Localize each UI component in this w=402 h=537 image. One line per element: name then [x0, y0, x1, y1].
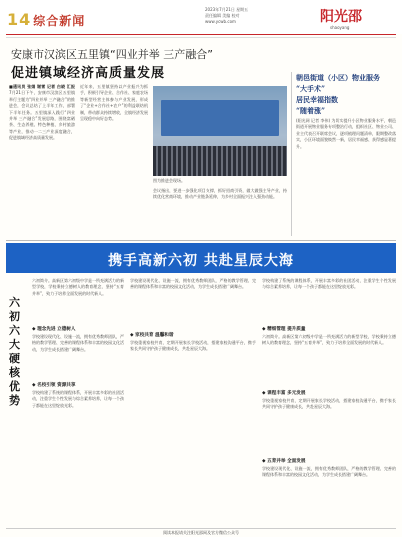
- article-column-2: 近年来，五里镇坚持以产业振兴为抓手，积极引导企业、合作社、家庭农场等新型经营主体参与产业发展，形成了“企业+合作社+农户”的利益联结机制，带动群众持续增收，全镇经济发展呈现稳中向好态势。: [80, 84, 148, 122]
- school-article-intro: 六初简介。高新区第六初级中学是一所充满活力的新型学校，学校秉持立德树人的教育理念，坚持“五育并举”，致力于培养全面发展的时代新人。: [32, 278, 124, 296]
- side-article-text: (阳光网 记者 李伟) 为切实提升小区物业服务水平，朝邑街道开展物业服务专项整治行动，组织社区、物业公司、业主代表召开联席会议，逐项梳理问题清单，限期整改落实，小区环境面貌焕然一新，居民幸福感、获得感显著提升。: [296, 118, 396, 149]
- editor-line: 责任编辑 美编 校对: [205, 13, 240, 18]
- subheading-1: ◆ 理念先进 立德树人: [32, 327, 76, 332]
- school-article-col-3d: 学校建设现代化、设施一流，拥有优秀教师团队，严格的教学管理、完善的课程体系和丰富的校园文化活动，为学生成长搭建广阔舞台。: [262, 466, 396, 478]
- issue-date: 2023年7月21日 星期五: [205, 7, 249, 12]
- article-column-3: 会议指出，要进一步强化项目支撑，抓好招商引资，做大做强主导产业，持续优化营商环境，推动产业链条延伸，为乡村全面振兴注入强劲动能。: [153, 188, 287, 200]
- article-subtitle: 安康市汉滨区五里镇“四业并举 三产融合”: [11, 48, 213, 61]
- school-article-col-2b: 学校重视家校共育，定期开展家长学校活动，搭建家校沟通平台，携手家长共同守护孩子健康成长，共赴星辰大海。: [130, 340, 256, 352]
- column-divider: [291, 72, 292, 236]
- header-divider-thin: [6, 37, 396, 38]
- section-name: 综合新闻: [33, 14, 86, 28]
- side-headline: [296, 72, 398, 116]
- page-footer: 阅读本报请关注阳光邵网及官方微信公众号: [6, 528, 396, 536]
- school-article-col-3b: 六初简介。高新区第六初级中学是一所充满活力的新型学校，学校秉持立德树人的教育理念，坚持“五育并举”，致力于培养全面发展的时代新人。: [262, 334, 396, 346]
- subheading-3: ◆ 精细管理 提升质量: [262, 327, 306, 332]
- issue-meta: [205, 7, 248, 25]
- newspaper-logo-sub: shaoyang: [330, 25, 350, 30]
- side-headline-line-1: 朝邑街道（小区）物业服务: [296, 73, 380, 82]
- school-article-col-1b: 学校构建了系统的课程体系，开展丰富多彩的社团活动，注重学生个性发展与综合素养培养，让每一个孩子都能在这里绽放光彩。: [32, 390, 124, 408]
- article-headline: 促进镇域经济高质量发展: [11, 66, 166, 81]
- newspaper-logo: 阳光邵: [320, 9, 362, 25]
- page-header-bar: [0, 0, 402, 34]
- side-headline-line-3: 居民幸福指数: [296, 95, 338, 104]
- school-article-col-3: 学校构建了系统的课程体系，开展丰富多彩的社团活动，注重学生个性发展与综合素养培养，让每一个孩子都能在这里绽放光彩。: [262, 278, 396, 290]
- side-headline-line-2: “大手术”: [296, 84, 326, 93]
- school-article-col-1: 学校建设现代化、设施一流，拥有优秀教师团队，严格的教学管理、完善的课程体系和丰富的校园文化活动，为学生成长搭建广阔舞台。: [32, 334, 124, 352]
- promo-banner: [6, 243, 396, 273]
- page-number: 14 综合新闻: [7, 10, 86, 29]
- vertical-title: 六初六大硬核优势: [9, 296, 20, 407]
- subheading-6: ◆ 五育并举 全面发展: [262, 459, 306, 464]
- school-article-col-2: 学校建设现代化、设施一流，拥有优秀教师团队，严格的教学管理、完善的课程体系和丰富的校园文化活动，为学生成长搭建广阔舞台。: [130, 278, 256, 290]
- section-divider: [6, 240, 396, 241]
- article-column-1: [9, 84, 75, 234]
- subheading-5: ◆ 家校共育 温馨和谐: [130, 333, 174, 338]
- side-headline-line-4: “随着涨”: [296, 106, 326, 115]
- subheading-4: ◆ 课程丰富 多元发展: [262, 391, 306, 396]
- site-url: www.ycwb.com: [205, 19, 236, 24]
- header-divider: [6, 34, 396, 35]
- stage-backdrop: [161, 100, 279, 136]
- school-article-col-3c: 学校重视家校共育，定期开展家长学校活动，搭建家校沟通平台，携手家长共同守护孩子健康成长，共赴星辰大海。: [262, 398, 396, 410]
- photo-caption: 图为推进会现场。: [153, 178, 185, 183]
- event-photo: [153, 86, 287, 176]
- banner-title: 携手高新六初 共赴星辰大海: [108, 253, 294, 269]
- subheading-2: ◆ 名校引领 资源共享: [32, 383, 76, 388]
- article-byline: ■通讯员 张娟 谢雪 记者 白晓 汇报: [9, 84, 75, 89]
- article-text-1: 7月21日下午，安康市汉滨区五里镇举行主题为“四业并举 三产融合”的推进会，会议总结了上半年工作，部署下半年任务。五里镇深入践行“四业并举 三产融合”发展思路，围绕富硒茶、生态养殖、特色种植、乡村旅游等产业，推动一二三产业深度融合，促进镇域经济高质量发展。: [9, 90, 75, 141]
- audience-figures: [153, 146, 287, 176]
